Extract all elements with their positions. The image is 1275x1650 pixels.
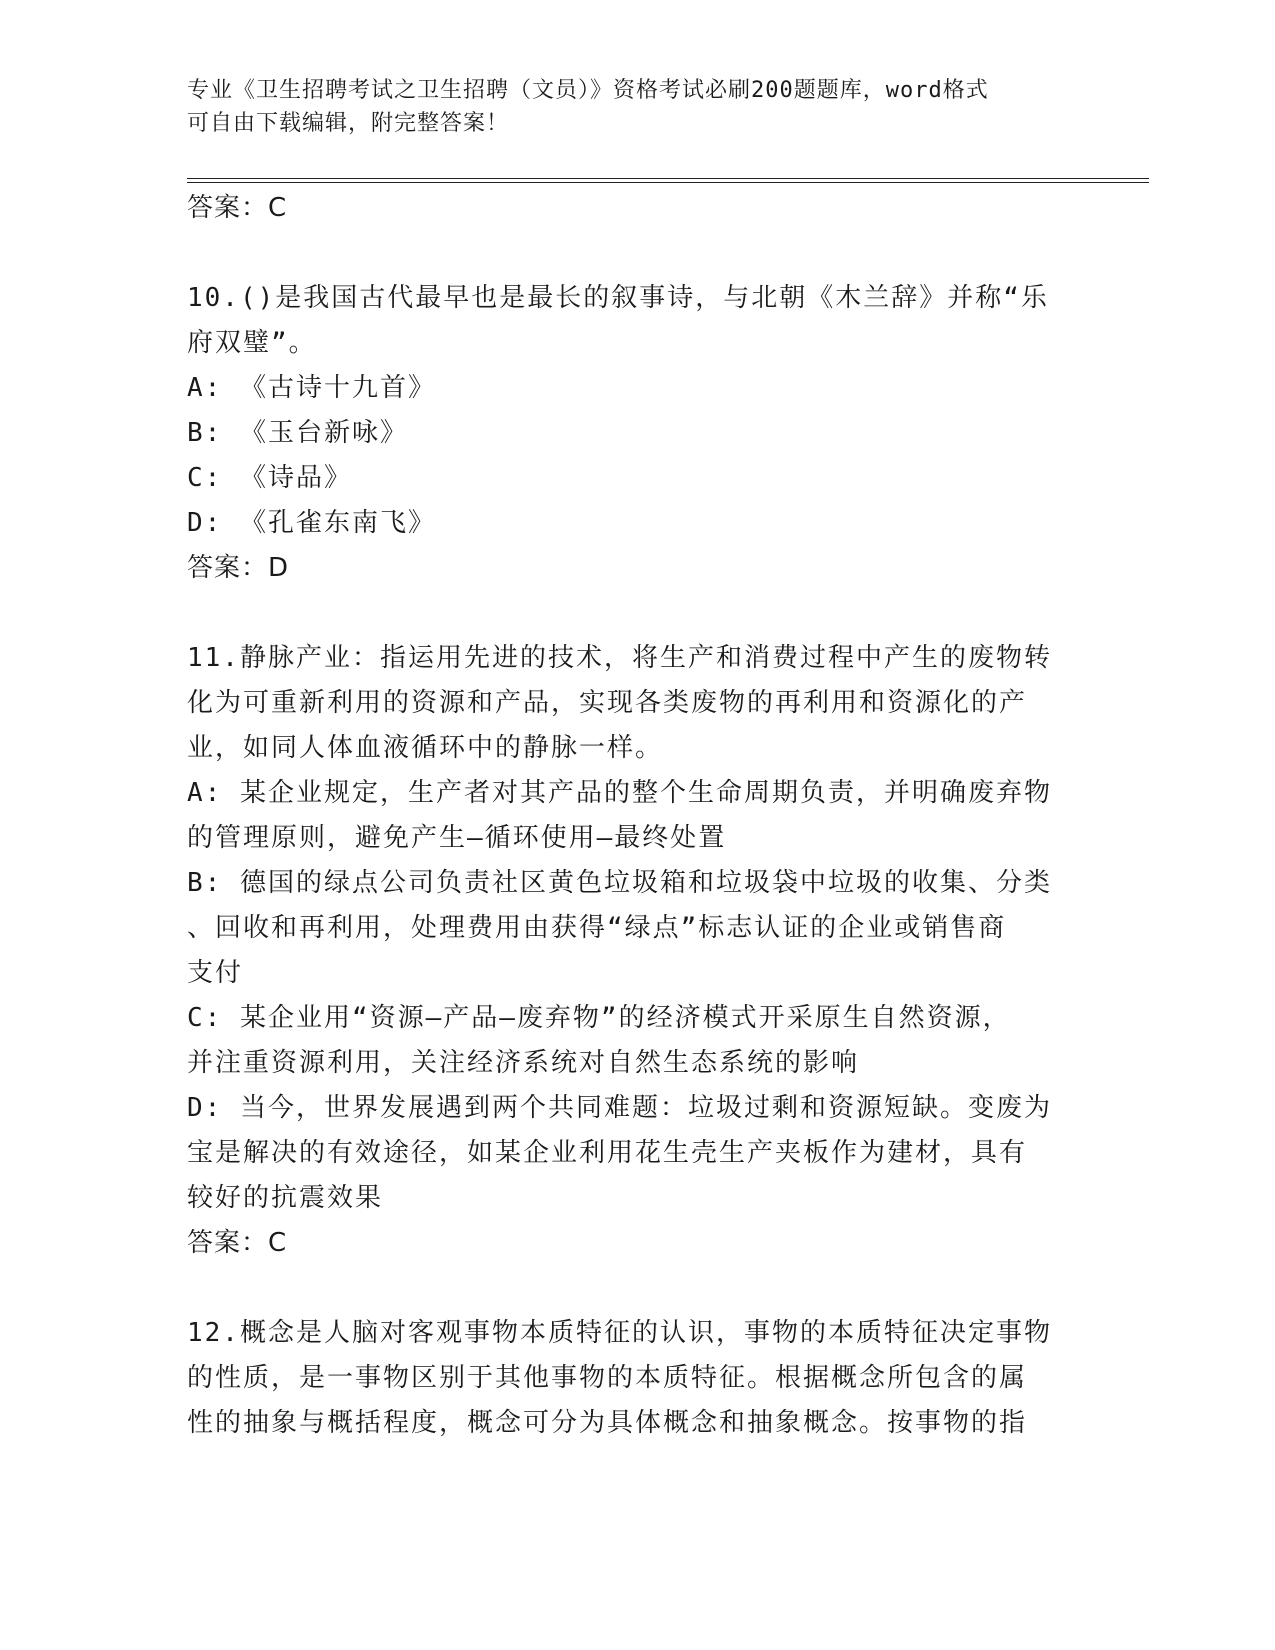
question-stem-line: 性的抽象与概括程度，概念可分为具体概念和抽象概念。按事物的指 (187, 1408, 1028, 1438)
option-b: B: 德国的绿点公司负责社区黄色垃圾箱和垃圾袋中垃圾的收集、分类 (187, 868, 1052, 898)
header-line-1: 专业《卫生招聘考试之卫生招聘（文员）》资格考试必刷200题题库，word格式 (187, 78, 989, 103)
question-stem-line: 业，如同人体血液循环中的静脉一样。 (187, 733, 664, 763)
option-c-cont: 并注重资源利用，关注经济系统对自然生态系统的影响 (187, 1048, 860, 1078)
option-a: A: 《古诗十九首》 (187, 373, 436, 403)
question-stem-line: 化为可重新利用的资源和产品，实现各类废物的再利用和资源化的产 (187, 688, 1028, 718)
question-stem-line: 府双璧”。 (187, 328, 317, 358)
option-c: C: 《诗品》 (187, 463, 352, 493)
document-header (187, 74, 1067, 140)
answer-label: 答案：C (187, 1228, 288, 1258)
header-divider-top (187, 178, 1149, 179)
question-12 (187, 1311, 1067, 1446)
option-b-cont: 支付 (187, 958, 244, 988)
previous-answer (187, 186, 1067, 231)
header-line-2: 可自由下载编辑，附完整答案！ (187, 111, 510, 136)
answer-label: 答案：D (187, 553, 290, 583)
option-b-cont: 、回收和再利用，处理费用由获得“绿点”标志认证的企业或销售商 (187, 913, 1007, 943)
option-a-cont: 的管理原则，避免产生—循环使用—最终处置 (187, 823, 727, 853)
question-stem-line: 的性质，是一事物区别于其他事物的本质特征。根据概念所包含的属 (187, 1363, 1028, 1393)
question-10 (187, 276, 1067, 591)
document-body (187, 186, 1067, 1446)
question-stem-line: 11.静脉产业：指运用先进的技术，将生产和消费过程中产生的废物转 (187, 643, 1052, 673)
option-c: C: 某企业用“资源—产品—废弃物”的经济模式开采原生自然资源， (187, 1003, 1011, 1033)
option-a: A: 某企业规定，生产者对其产品的整个生命周期负责，并明确废弃物 (187, 778, 1052, 808)
answer-label: 答案：C (187, 193, 288, 223)
option-d: D: 当今，世界发展遇到两个共同难题：垃圾过剩和资源短缺。变废为 (187, 1093, 1052, 1123)
header-divider-bottom (187, 182, 1149, 183)
option-d-cont: 宝是解决的有效途径，如某企业利用花生壳生产夹板作为建材，具有 (187, 1138, 1028, 1168)
question-11 (187, 636, 1067, 1266)
option-b: B: 《玉台新咏》 (187, 418, 408, 448)
option-d: D: 《孔雀东南飞》 (187, 508, 436, 538)
question-stem-line: 10.()是我国古代最早也是最长的叙事诗，与北朝《木兰辞》并称“乐 (187, 283, 1049, 313)
question-stem-line: 12.概念是人脑对客观事物本质特征的认识，事物的本质特征决定事物 (187, 1318, 1052, 1348)
option-d-cont: 较好的抗震效果 (187, 1183, 384, 1213)
